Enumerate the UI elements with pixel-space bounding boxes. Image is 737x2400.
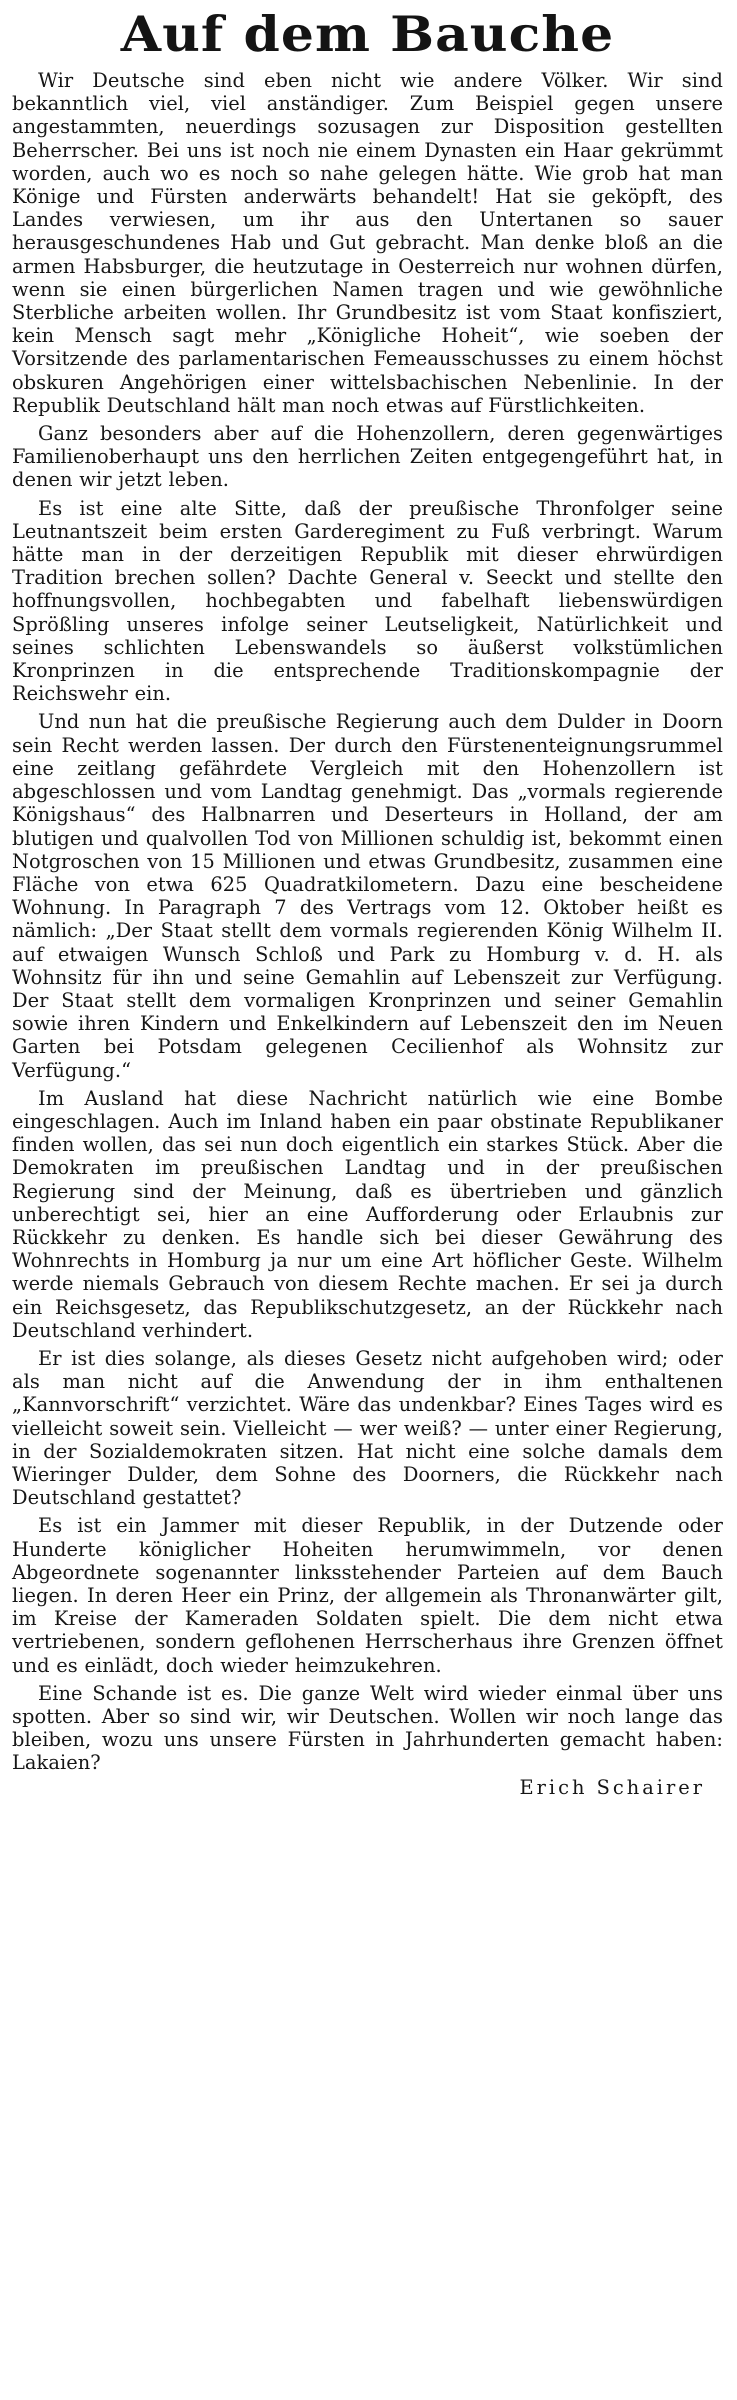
- article-body: [12, 69, 723, 1775]
- article-paragraph: Und nun hat die preußische Regierung auch dem Dulder in Doorn sein Recht werden lassen. Der durch den Fürstenenteignungsrummel eine zeitlang gefährdete Vergleich mit den Hohenzollern ist abgeschlossen und vom Landtag genehmigt. Das „vormals regierende Königshaus“ des Halbnarren und Deserteurs in Holland, der am blutigen und qualvollen Tod von Millionen schuldig ist, bekommt einen Notgroschen von 15 Millionen und etwas Grundbesitz, zusammen eine Fläche von etwa 625 Quadratkilometern. Dazu eine bescheidene Wohnung. In Paragraph 7 des Vertrags vom 12. Oktober heißt es nämlich: „Der Staat stellt dem vormals regierenden König Wilhelm II. auf etwaigen Wunsch Schloß und Park zu Homburg v. d. H. als Wohnsitz für ihn und seine Gemahlin auf Lebenszeit zur Verfügung. Der Staat stellt dem vormaligen Kronprinzen und seiner Gemahlin sowie ihren Kindern und Enkelkindern auf Lebenszeit den im Neuen Garten bei Potsdam gelegenen Cecilienhof als Wohnsitz zur Verfügung.“: [12, 710, 723, 1082]
- article-headline: Auf dem Bauche: [120, 5, 615, 63]
- article-paragraph: Er ist dies solange, als dieses Gesetz nicht aufgehoben wird; oder als man nicht auf die Anwendung der in ihm enthaltenen „Kannvorschrift“ verzichtet. Wäre das undenkbar? Eines Tages wird es vielleicht soweit sein. Vielleicht — wer weiß? — unter einer Regierung, in der Sozialdemokraten sitzen. Hat nicht eine solche damals dem Wieringer Dulder, dem Sohne des Doorners, die Rückkehr nach Deutschland gestattet?: [12, 1346, 723, 1510]
- article-paragraph: Es ist ein Jammer mit dieser Republik, in der Dutzende oder Hunderte königlicher Hoheiten herumwimmeln, vor denen Abgeordnete sogenannter linksstehender Parteien auf dem Bauch liegen. In deren Heer ein Prinz, der allgemein als Thronanwärter gilt, im Kreise der Kameraden Soldaten spielt. Die dem nicht etwa vertriebenen, sondern geflohenen Herrscherhaus ihre Grenzen öffnet und es einlädt, doch wieder heimzukehren.: [12, 1514, 723, 1677]
- article-paragraph: Es ist eine alte Sitte, daß der preußische Thronfolger seine Leutnantszeit beim ersten Garderegiment zu Fuß verbringt. Warum hätte man in der derzeitigen Republik mit dieser ehrwürdigen Tradition brechen sollen? Dachte General v. Seeckt und stellte den hoffnungsvollen, hochbegabten und fabelhaft liebenswürdigen Sprößling unseres infolge seiner Leutseligkeit, Natürlichkeit und seines schlichten Lebenswandels so äußerst volkstümlichen Kronprinzen in die entsprechende Traditionskompagnie der Reichswehr ein.: [12, 496, 723, 706]
- article-paragraph: Ganz besonders aber auf die Hohenzollern, deren gegenwärtiges Familienoberhaupt uns den herrlichen Zeiten entgegengeführt hat, in denen wir jetzt leben.: [12, 422, 723, 492]
- article-paragraph: Im Ausland hat diese Nachricht natürlich wie eine Bombe eingeschlagen. Auch im Inland haben ein paar obstinate Republikaner finden wollen, das sei nun doch eigentlich ein starkes Stück. Aber die Demokraten im preußischen Landtag und in der preußischen Regierung sind der Meinung, daß es übertrieben und gänzlich unberechtigt sei, hier an eine Aufforderung oder Erlaubnis zur Rückkehr zu denken. Es handle sich bei dieser Gewährung des Wohnrechts in Homburg ja nur um eine Art höflicher Geste. Wilhelm werde niemals Gebrauch von diesem Rechte machen. Er sei ja durch ein Reichsgesetz, das Republikschutzgesetz, an der Rückkehr nach Deutschland verhindert.: [12, 1086, 723, 1342]
- article-paragraph: Eine Schande ist es. Die ganze Welt wird wieder einmal über uns spotten. Aber so sind wir, wir Deutschen. Wollen wir noch lange das bleiben, wozu uns unsere Fürsten in Jahrhunderten gemacht haben: Lakaien?: [12, 1681, 723, 1775]
- article-paragraph: Wir Deutsche sind eben nicht wie andere Völker. Wir sind bekanntlich viel, viel anständiger. Zum Beispiel gegen unsere angestammten, neuerdings sozusagen zur Disposition gestellten Beherrscher. Bei uns ist noch nie einem Dynasten ein Haar gekrümmt worden, auch wo es noch so nahe gelegen hätte. Wie grob hat man Könige und Fürsten anderwärts behandelt! Hat sie geköpft, des Landes verwiesen, um ihr aus den Untertanen so sauer herausgeschundenes Hab und Gut gebracht. Man denke bloß an die armen Habsburger, die heutzutage in Oesterreich nur wohnen dürfen, wenn sie einen bürgerlichen Namen tragen und wie gewöhnliche Sterbliche arbeiten wollen. Ihr Grundbesitz ist vom Staat konfisziert, kein Mensch sagt mehr „Königliche Hoheit“, wie soeben der Vorsitzende des parlamentarischen Femeausschusses zu einem höchst obskuren Angehörigen einer wittelsbachischen Nebenlinie. In der Republik Deutschland hält man noch etwas auf Fürstlichkeiten.: [12, 69, 723, 417]
- author-signature: Erich Schairer: [519, 1775, 705, 1799]
